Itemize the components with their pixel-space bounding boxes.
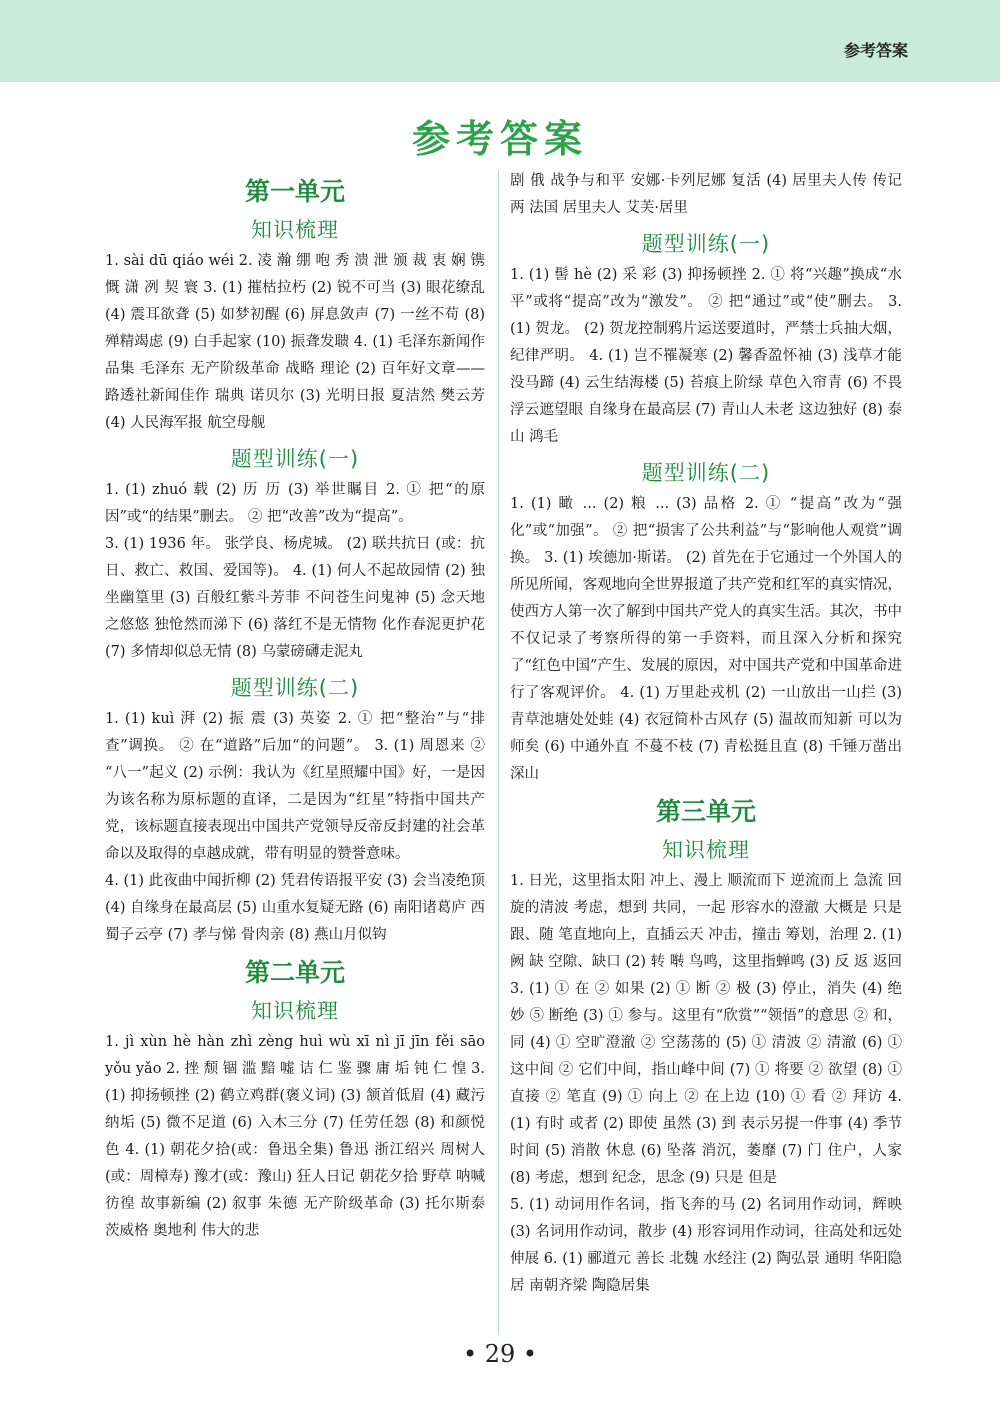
answer-paragraph: 剧 俄 战争与和平 安娜·卡列尼娜 复活 (4) 居里夫人传 传记 两 法国 居里夫人 艾芙·居里 bbox=[510, 173, 902, 216]
section-heading: 题型训练(二) bbox=[230, 676, 360, 700]
page-title: 参考答案 bbox=[411, 117, 588, 161]
header-answer-tag: 参考答案 bbox=[843, 41, 908, 60]
answer-paragraph: 3. (1) 1936 年。 张学良、杨虎城。 (2) 联共抗日 (或：抗日、救亡、救国、爱国等)。 4. (1) 何人不起故园情 (2) 独坐幽篁里 (3) 百般红紫斗芳菲 不问苍生问鬼神 (5) 念天地之悠悠 独怆然而涕下 (6) 落红不是无情物 化作春泥更护花 (7) 多情却似总无情 (8) 乌蒙磅礴走泥丸 bbox=[105, 536, 485, 660]
answer-paragraph: 1. sài dū qiáo wéi 2. 凌 瀚 绷 咆 秀 溃 泄 颁 裁 衷 娴 镌 慨 潇 冽 契 寰 3. (1) 摧枯拉朽 (2) 锐不可当 (3) 眼花缭乱 (4) 震耳欲聋 (5) 如梦初醒 (6) 屏息敛声 (7) 一丝不苟 (8) 殚精竭虑 (9) 白手起家 (10) 振聋发聩 4. (1) 毛泽东新闻作品集 毛泽东 无产阶级革命 战略 理论 (2) 百年好文章——路透社新闻佳作 瑞典 诺贝尔 (3) 光明日报 夏洁然 樊云芳 (4) 人民海军报 航空母舰 bbox=[105, 253, 485, 431]
answer-paragraph: 1. (1) zhuó 载 (2) 历 历 (3) 举世瞩目 2. ① 把“的原因”或“的结果”删去。 ② 把“改善”改为“提高”。 bbox=[105, 482, 485, 525]
section-heading: 题型训练(二) bbox=[641, 461, 771, 485]
answer-paragraph: 5. (1) 动词用作名词，指飞奔的马 (2) 名词用作动词，辉映 (3) 名词用作动词，散步 (4) 形容词用作动词，往高处和远处伸展 6. (1) 郦道元 善长 北魏 水经注 (2) 陶弘景 通明 华阳隐居 南朝齐梁 陶隐居集 bbox=[510, 1197, 902, 1294]
section-heading: 知识梳理 bbox=[251, 999, 339, 1023]
header-wave-decoration bbox=[0, 58, 1000, 92]
page-number: • 29 • bbox=[462, 1340, 538, 1368]
section-heading: 题型训练(一) bbox=[641, 232, 771, 256]
unit-heading: 第二单元 bbox=[244, 958, 345, 987]
left-column bbox=[105, 168, 485, 1245]
answer-paragraph: 1. (1) 瞰 ... (2) 粮 ... (3) 品格 2. ① “提高”改为“强化”或“加强”。 ② 把“损害了公共利益”与“影响他人观赏”调换。 3. (1) 埃德加·斯诺。 (2) 首先在于它通过一个外国人的所见所闻，客观地向全世界报道了共产党和红军的真实情况，使西方人第一次了解到中国共产党人的真实生活。其次，书中不仅记录了考察所得的第一手资料，而且深入分析和探究了“红色中国”产生、发展的原因，对中国共产党和中国革命进行了客观评价。 4. (1) 万里赴戎机 (2) 一山放出一山拦 (3) 青草池塘处处蛙 (4) 衣冠简朴古风存 (5) 温故而知新 可以为师矣 (6) 中通外直 不蔓不枝 (7) 青松挺且直 (8) 千锤万凿出深山 bbox=[510, 496, 902, 782]
answer-paragraph: 1. 日光，这里指太阳 冲上、漫上 顺流而下 逆流而上 急流 回旋的清波 考虑，想到 共同，一起 形容水的澄澈 大概是 只是 跟、随 笔直地向上，直插云天 冲击，撞击 筹划，治理 2. (1) 阙 缺 空隙、缺口 (2) 转 啭 鸟鸣，这里指蝉鸣 (3) 反 返 返回 3. (1) ① 在 ② 如果 (2) ① 断 ② 极 (3) 停止，消失 (4) 绝妙 ⑤ 断绝 (3) ① 参与。这里有“欣赏”“领悟”的意思 ② 和，同 (4) ① 空旷澄澈 ② 空荡荡的 (5) ① 清波 ② 清澈 (6) ① 这中间 ② 它们中间，指山峰中间 (7) ① 将要 ② 欲望 (8) ① 直接 ② 笔直 (9) ① 向上 ② 在上边 (10) ① 看 ② 拜访 4. (1) 有时 或者 (2) 即使 虽然 (3) 到 表示另提一件事 (4) 季节 时间 (5) 消散 休息 (6) 坠落 消沉，萎靡 (7) 门 住户，人家 (8) 考虑，想到 纪念，思念 (9) 只是 但是 bbox=[510, 873, 902, 1186]
answer-paragraph: 1. (1) kuì 湃 (2) 振 震 (3) 英姿 2. ① 把“整治”与“排查”调换。 ② 在“道路”后加“的问题”。 3. (1) 周恩来 ② “八一”起义 (2) 示例：我认为《红星照耀中国》好，一是因为该名称为原标题的直译，二是因为“红星”特指中国共产党，该标题直接表现出中国共产党领导反帝反封建的社会革命以及取得的卓越成就，带有明显的赞誉意味。 bbox=[105, 711, 485, 862]
unit-heading: 第三单元 bbox=[655, 797, 756, 826]
right-column bbox=[510, 168, 902, 1300]
answer-paragraph: 1. (1) 髻 hè (2) 采 彩 (3) 抑扬顿挫 2. ① 将“兴趣”换成“水平”或将“提高”改为“激发”。 ② 把“通过”或“使”删去。 3. (1) 贺龙。 (2) 贺龙控制鸦片运送要道时，严禁士兵抽大烟，纪律严明。 4. (1) 岂不罹凝寒 (2) 馨香盈怀袖 (3) 浅草才能没马蹄 (4) 云生结海楼 (5) 苔痕上阶绿 草色入帘青 (6) 不畏浮云遮望眼 自缘身在最高层 (7) 青山人未老 这边独好 (8) 泰山 鸿毛 bbox=[510, 267, 902, 445]
unit-heading: 第一单元 bbox=[244, 177, 345, 206]
section-heading: 知识梳理 bbox=[251, 218, 339, 242]
answer-paragraph: 4. (1) 此夜曲中闻折柳 (2) 凭君传语报平安 (3) 会当凌绝顶 (4) 自缘身在最高层 (5) 山重水复疑无路 (6) 南阳诸葛庐 西蜀子云亭 (7) 孝与悌 骨肉亲 (8) 燕山月似钩 bbox=[105, 873, 485, 943]
answer-paragraph: 1. jì xùn hè hàn zhì zèng huì wù xī nì jī jīn fěi sāo yǒu yǎo 2. 挫 颓 锢 滥 黯 嘘 诘 仁 鉴 骤 庸 垢 钝 仁 惶 3. (1) 抑扬顿挫 (2) 鹤立鸡群(褒义词) (3) 颔首低眉 (4) 藏污纳垢 (5) 微不足道 (6) 入木三分 (7) 任劳任怨 (8) 和颜悦色 4. (1) 朝花夕拾(或：鲁迅全集) 鲁迅 浙江绍兴 周树人(或：周樟寿) 豫才(或：豫山) 狂人日记 朝花夕拾 野草 呐喊 彷徨 故事新编 (2) 叙事 朱德 无产阶级革命 (3) 托尔斯泰 茨威格 奥地利 伟大的悲 bbox=[105, 1034, 485, 1239]
section-heading: 知识梳理 bbox=[662, 838, 750, 862]
column-divider bbox=[498, 170, 499, 1335]
section-heading: 题型训练(一) bbox=[230, 447, 360, 471]
